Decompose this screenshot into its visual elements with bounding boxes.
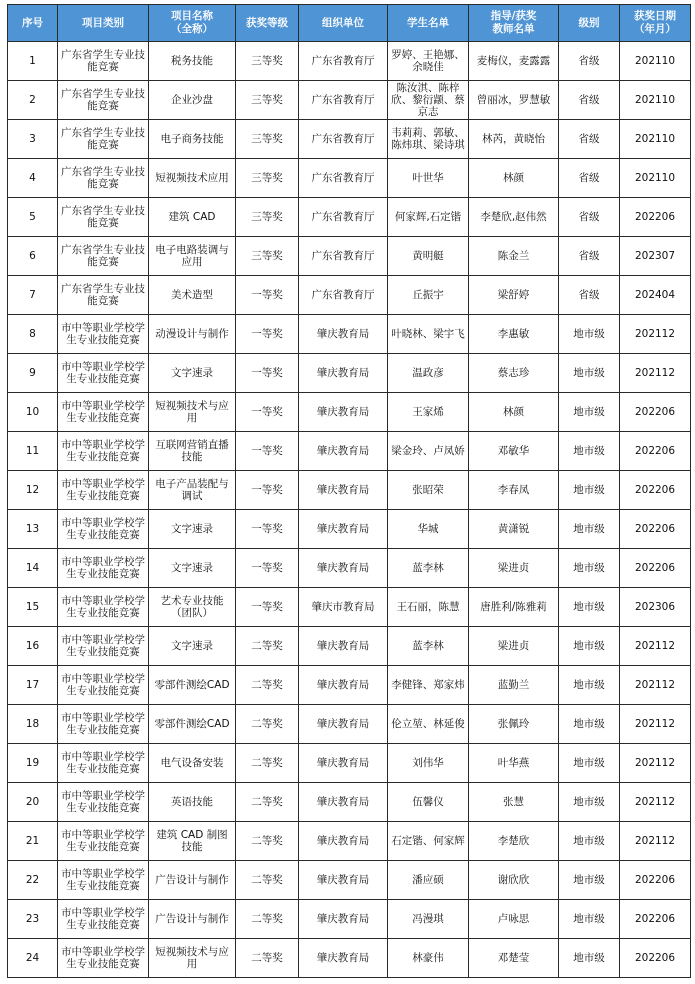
cell-organizer: 广东省教育厅 [299, 198, 388, 237]
cell-teachers: 林颜 [469, 159, 559, 198]
cell-category: 市中等职业学校学生专业技能竞赛 [58, 393, 149, 432]
cell-teachers: 林芮，黄晓怡 [469, 120, 559, 159]
cell-award-level: 一等奖 [236, 549, 299, 588]
cell-category: 市中等职业学校学生专业技能竞赛 [58, 432, 149, 471]
cell-students: 叶世华 [388, 159, 469, 198]
table-row [8, 510, 691, 549]
header-row [8, 5, 691, 42]
cell-project-name: 文字速录 [149, 510, 236, 549]
cell-award-level: 三等奖 [236, 159, 299, 198]
cell-category: 市中等职业学校学生专业技能竞赛 [58, 315, 149, 354]
cell-teachers: 李楚欣 [469, 822, 559, 861]
cell-organizer: 肇庆市教育局 [299, 588, 388, 627]
cell-index: 3 [8, 120, 58, 159]
cell-date: 202306 [620, 588, 691, 627]
cell-grade: 地市级 [559, 588, 620, 627]
cell-students: 伦立堃、林延俊 [388, 705, 469, 744]
cell-project-name: 动漫设计与制作 [149, 315, 236, 354]
cell-grade: 地市级 [559, 432, 620, 471]
cell-organizer: 肇庆教育局 [299, 354, 388, 393]
cell-category: 市中等职业学校学生专业技能竞赛 [58, 783, 149, 822]
cell-organizer: 肇庆教育局 [299, 783, 388, 822]
cell-category: 市中等职业学校学生专业技能竞赛 [58, 900, 149, 939]
table-row [8, 198, 691, 237]
cell-category: 市中等职业学校学生专业技能竞赛 [58, 861, 149, 900]
table-row [8, 666, 691, 705]
cell-project-name: 短视频技术应用 [149, 159, 236, 198]
cell-grade: 地市级 [559, 315, 620, 354]
table-row [8, 354, 691, 393]
cell-teachers: 曾丽冰，罗慧敏 [469, 81, 559, 120]
cell-teachers: 李惠敏 [469, 315, 559, 354]
cell-project-name: 企业沙盘 [149, 81, 236, 120]
cell-students: 李健锋、郑家炜 [388, 666, 469, 705]
table-row [8, 900, 691, 939]
cell-date: 202110 [620, 120, 691, 159]
table-row [8, 783, 691, 822]
cell-category: 广东省学生专业技能竞赛 [58, 81, 149, 120]
cell-teachers: 蓝勤兰 [469, 666, 559, 705]
cell-index: 16 [8, 627, 58, 666]
cell-organizer: 广东省教育厅 [299, 237, 388, 276]
cell-students: 黄明艇 [388, 237, 469, 276]
cell-award-level: 二等奖 [236, 705, 299, 744]
cell-date: 202206 [620, 510, 691, 549]
cell-award-level: 一等奖 [236, 393, 299, 432]
cell-index: 17 [8, 666, 58, 705]
cell-project-name: 短视频技术与应用 [149, 939, 236, 978]
cell-students: 潘应硕 [388, 861, 469, 900]
header-grade: 级别 [559, 5, 620, 42]
cell-organizer: 广东省教育厅 [299, 42, 388, 81]
cell-category: 市中等职业学校学生专业技能竞赛 [58, 666, 149, 705]
cell-index: 20 [8, 783, 58, 822]
cell-date: 202206 [620, 432, 691, 471]
cell-teachers: 林颜 [469, 393, 559, 432]
cell-organizer: 广东省教育厅 [299, 276, 388, 315]
cell-organizer: 肇庆教育局 [299, 315, 388, 354]
cell-teachers: 卢咏思 [469, 900, 559, 939]
table-row [8, 159, 691, 198]
cell-organizer: 广东省教育厅 [299, 81, 388, 120]
cell-teachers: 叶华燕 [469, 744, 559, 783]
cell-teachers: 梁进贞 [469, 549, 559, 588]
cell-students: 刘伟华 [388, 744, 469, 783]
cell-award-level: 三等奖 [236, 120, 299, 159]
cell-index: 2 [8, 81, 58, 120]
cell-organizer: 肇庆教育局 [299, 510, 388, 549]
cell-students: 罗婷、王艳娜、余晓佳 [388, 42, 469, 81]
cell-organizer: 广东省教育厅 [299, 120, 388, 159]
cell-teachers: 黄潇锐 [469, 510, 559, 549]
table-row [8, 237, 691, 276]
cell-grade: 地市级 [559, 510, 620, 549]
cell-index: 1 [8, 42, 58, 81]
cell-category: 市中等职业学校学生专业技能竞赛 [58, 471, 149, 510]
cell-grade: 地市级 [559, 744, 620, 783]
cell-date: 202112 [620, 354, 691, 393]
cell-date: 202206 [620, 861, 691, 900]
cell-students: 石定锴、何家辉 [388, 822, 469, 861]
cell-organizer: 肇庆教育局 [299, 900, 388, 939]
cell-teachers: 李春凤 [469, 471, 559, 510]
header-award-level: 获奖等级 [236, 5, 299, 42]
cell-teachers: 梁舒婷 [469, 276, 559, 315]
cell-category: 广东省学生专业技能竞赛 [58, 276, 149, 315]
cell-index: 6 [8, 237, 58, 276]
cell-grade: 省级 [559, 198, 620, 237]
cell-date: 202206 [620, 549, 691, 588]
cell-students: 冯漫琪 [388, 900, 469, 939]
cell-project-name: 文字速录 [149, 354, 236, 393]
cell-award-level: 三等奖 [236, 237, 299, 276]
cell-project-name: 电子商务技能 [149, 120, 236, 159]
cell-date: 202206 [620, 900, 691, 939]
cell-grade: 地市级 [559, 354, 620, 393]
cell-teachers: 梁进贞 [469, 627, 559, 666]
cell-category: 广东省学生专业技能竞赛 [58, 159, 149, 198]
cell-project-name: 电子产品装配与调试 [149, 471, 236, 510]
cell-date: 202404 [620, 276, 691, 315]
cell-teachers: 邓楚莹 [469, 939, 559, 978]
cell-index: 4 [8, 159, 58, 198]
cell-category: 市中等职业学校学生专业技能竞赛 [58, 939, 149, 978]
cell-grade: 省级 [559, 42, 620, 81]
table-row [8, 120, 691, 159]
cell-organizer: 肇庆教育局 [299, 471, 388, 510]
table-row [8, 81, 691, 120]
cell-project-name: 短视频技术与应用 [149, 393, 236, 432]
cell-students: 王家烯 [388, 393, 469, 432]
cell-project-name: 艺术专业技能（团队） [149, 588, 236, 627]
cell-project-name: 税务技能 [149, 42, 236, 81]
cell-organizer: 肇庆教育局 [299, 861, 388, 900]
cell-organizer: 肇庆教育局 [299, 666, 388, 705]
table-body [8, 42, 691, 978]
cell-grade: 地市级 [559, 471, 620, 510]
cell-date: 202112 [620, 822, 691, 861]
cell-index: 12 [8, 471, 58, 510]
cell-teachers: 李楚欣,赵伟然 [469, 198, 559, 237]
header-index: 序号 [8, 5, 58, 42]
cell-organizer: 肇庆教育局 [299, 744, 388, 783]
cell-grade: 地市级 [559, 393, 620, 432]
cell-project-name: 零部件测绘CAD [149, 705, 236, 744]
cell-index: 24 [8, 939, 58, 978]
table-row [8, 315, 691, 354]
cell-teachers: 邓敏华 [469, 432, 559, 471]
cell-teachers: 唐胜利/陈雅莉 [469, 588, 559, 627]
cell-date: 202112 [620, 315, 691, 354]
cell-organizer: 肇庆教育局 [299, 627, 388, 666]
cell-category: 市中等职业学校学生专业技能竞赛 [58, 822, 149, 861]
cell-date: 202112 [620, 705, 691, 744]
cell-students: 丘振宇 [388, 276, 469, 315]
cell-index: 15 [8, 588, 58, 627]
cell-grade: 地市级 [559, 822, 620, 861]
header-students: 学生名单 [388, 5, 469, 42]
cell-students: 伍馨仪 [388, 783, 469, 822]
cell-grade: 地市级 [559, 939, 620, 978]
cell-award-level: 一等奖 [236, 276, 299, 315]
table-row [8, 42, 691, 81]
cell-students: 温政彦 [388, 354, 469, 393]
cell-category: 市中等职业学校学生专业技能竞赛 [58, 510, 149, 549]
table-row [8, 861, 691, 900]
cell-award-level: 一等奖 [236, 510, 299, 549]
cell-award-level: 一等奖 [236, 471, 299, 510]
cell-category: 广东省学生专业技能竞赛 [58, 198, 149, 237]
cell-date: 202206 [620, 198, 691, 237]
header-project-name: 项目名称 （全称） [149, 5, 236, 42]
cell-award-level: 三等奖 [236, 42, 299, 81]
cell-students: 陈汝淇、陈梓欣、黎衍颛、蔡京志 [388, 81, 469, 120]
cell-award-level: 一等奖 [236, 588, 299, 627]
cell-organizer: 广东省教育厅 [299, 159, 388, 198]
cell-index: 8 [8, 315, 58, 354]
cell-index: 18 [8, 705, 58, 744]
cell-award-level: 一等奖 [236, 354, 299, 393]
cell-teachers: 蔡志珍 [469, 354, 559, 393]
cell-category: 市中等职业学校学生专业技能竞赛 [58, 588, 149, 627]
cell-project-name: 电气设备安装 [149, 744, 236, 783]
cell-award-level: 二等奖 [236, 783, 299, 822]
cell-date: 202110 [620, 159, 691, 198]
cell-grade: 地市级 [559, 861, 620, 900]
awards-table [7, 4, 691, 978]
cell-category: 市中等职业学校学生专业技能竞赛 [58, 549, 149, 588]
table-row [8, 432, 691, 471]
cell-index: 23 [8, 900, 58, 939]
cell-project-name: 文字速录 [149, 627, 236, 666]
cell-students: 梁金玲、卢凤娇 [388, 432, 469, 471]
table-row [8, 276, 691, 315]
cell-organizer: 肇庆教育局 [299, 393, 388, 432]
cell-students: 蓝李林 [388, 549, 469, 588]
table-row [8, 627, 691, 666]
cell-grade: 省级 [559, 276, 620, 315]
cell-grade: 省级 [559, 159, 620, 198]
cell-award-level: 二等奖 [236, 939, 299, 978]
cell-award-level: 二等奖 [236, 666, 299, 705]
cell-project-name: 建筑 CAD [149, 198, 236, 237]
cell-teachers: 张佩玲 [469, 705, 559, 744]
cell-index: 22 [8, 861, 58, 900]
table-row [8, 549, 691, 588]
cell-date: 202112 [620, 627, 691, 666]
cell-students: 韦莉莉、郭敏、陈炜琪、梁诗琪 [388, 120, 469, 159]
table-row [8, 744, 691, 783]
cell-date: 202110 [620, 42, 691, 81]
cell-students: 叶晓林、梁宇飞 [388, 315, 469, 354]
table-row [8, 471, 691, 510]
cell-category: 广东省学生专业技能竞赛 [58, 237, 149, 276]
cell-award-level: 三等奖 [236, 198, 299, 237]
cell-category: 市中等职业学校学生专业技能竞赛 [58, 627, 149, 666]
table-row [8, 393, 691, 432]
cell-project-name: 文字速录 [149, 549, 236, 588]
cell-students: 何家辉,石定锴 [388, 198, 469, 237]
cell-award-level: 二等奖 [236, 744, 299, 783]
cell-index: 11 [8, 432, 58, 471]
cell-index: 21 [8, 822, 58, 861]
cell-project-name: 广告设计与制作 [149, 900, 236, 939]
cell-grade: 地市级 [559, 900, 620, 939]
header-organizer: 组织单位 [299, 5, 388, 42]
cell-students: 张昭荣 [388, 471, 469, 510]
cell-project-name: 广告设计与制作 [149, 861, 236, 900]
cell-grade: 地市级 [559, 627, 620, 666]
cell-organizer: 肇庆教育局 [299, 939, 388, 978]
cell-grade: 地市级 [559, 549, 620, 588]
cell-award-level: 一等奖 [236, 432, 299, 471]
cell-project-name: 美术造型 [149, 276, 236, 315]
cell-category: 广东省学生专业技能竞赛 [58, 120, 149, 159]
table-row [8, 588, 691, 627]
header-date: 获奖日期 （年月） [620, 5, 691, 42]
cell-teachers: 陈金兰 [469, 237, 559, 276]
cell-organizer: 肇庆教育局 [299, 549, 388, 588]
cell-category: 广东省学生专业技能竞赛 [58, 42, 149, 81]
cell-students: 华城 [388, 510, 469, 549]
cell-teachers: 张慧 [469, 783, 559, 822]
cell-students: 蓝李林 [388, 627, 469, 666]
cell-grade: 地市级 [559, 783, 620, 822]
cell-award-level: 二等奖 [236, 627, 299, 666]
cell-grade: 省级 [559, 237, 620, 276]
cell-project-name: 英语技能 [149, 783, 236, 822]
cell-project-name: 互联网营销直播技能 [149, 432, 236, 471]
cell-index: 14 [8, 549, 58, 588]
cell-grade: 省级 [559, 81, 620, 120]
header-teachers: 指导/获奖 教师名单 [469, 5, 559, 42]
cell-date: 202112 [620, 783, 691, 822]
cell-date: 202110 [620, 81, 691, 120]
table-row [8, 822, 691, 861]
cell-index: 19 [8, 744, 58, 783]
cell-grade: 省级 [559, 120, 620, 159]
cell-index: 7 [8, 276, 58, 315]
cell-category: 市中等职业学校学生专业技能竞赛 [58, 744, 149, 783]
cell-category: 市中等职业学校学生专业技能竞赛 [58, 354, 149, 393]
table-row [8, 939, 691, 978]
cell-organizer: 肇庆教育局 [299, 705, 388, 744]
cell-project-name: 建筑 CAD 制图技能 [149, 822, 236, 861]
cell-index: 10 [8, 393, 58, 432]
cell-teachers: 谢欣欣 [469, 861, 559, 900]
cell-award-level: 一等奖 [236, 315, 299, 354]
cell-category: 市中等职业学校学生专业技能竞赛 [58, 705, 149, 744]
header-category: 项目类别 [58, 5, 149, 42]
cell-grade: 地市级 [559, 705, 620, 744]
cell-students: 王石丽，陈慧 [388, 588, 469, 627]
cell-teachers: 麦梅仪，麦露露 [469, 42, 559, 81]
cell-date: 202206 [620, 939, 691, 978]
cell-project-name: 零部件测绘CAD [149, 666, 236, 705]
cell-award-level: 二等奖 [236, 822, 299, 861]
cell-award-level: 二等奖 [236, 861, 299, 900]
cell-organizer: 肇庆教育局 [299, 822, 388, 861]
table-row [8, 705, 691, 744]
cell-date: 202307 [620, 237, 691, 276]
cell-students: 林豪伟 [388, 939, 469, 978]
cell-date: 202112 [620, 744, 691, 783]
cell-index: 5 [8, 198, 58, 237]
cell-index: 13 [8, 510, 58, 549]
cell-index: 9 [8, 354, 58, 393]
cell-date: 202112 [620, 666, 691, 705]
cell-award-level: 二等奖 [236, 900, 299, 939]
cell-award-level: 三等奖 [236, 81, 299, 120]
cell-grade: 地市级 [559, 666, 620, 705]
cell-project-name: 电子电路装调与应用 [149, 237, 236, 276]
cell-date: 202206 [620, 471, 691, 510]
cell-date: 202206 [620, 393, 691, 432]
cell-organizer: 肇庆教育局 [299, 432, 388, 471]
